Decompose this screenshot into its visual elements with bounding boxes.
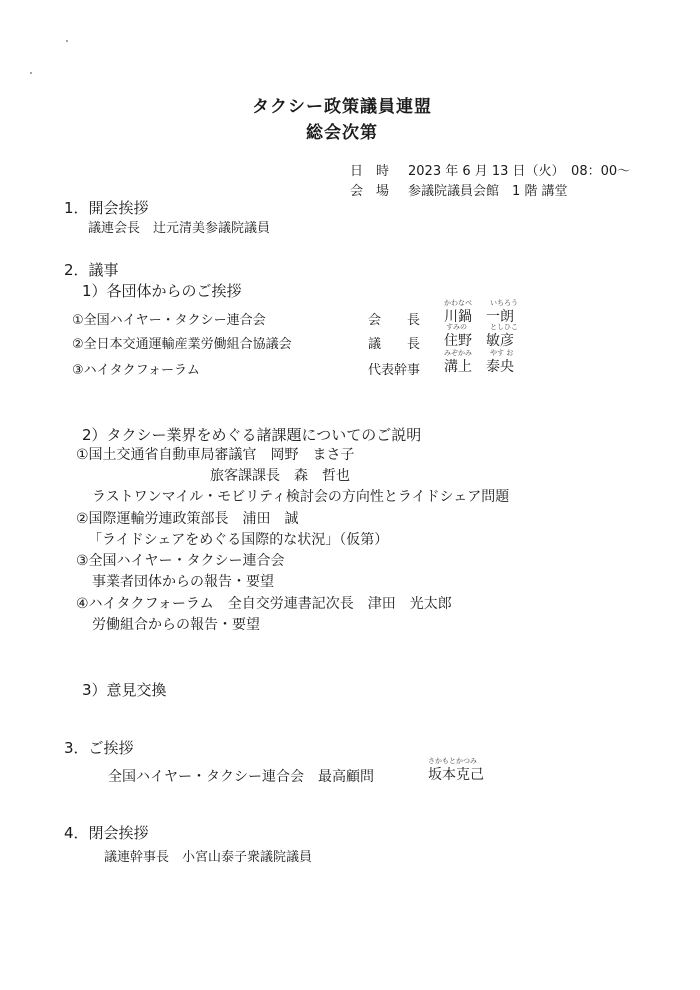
greeting-org-2: ②全日本交通運輸産業労働組合協議会 (72, 337, 292, 352)
greeting-org-1: ①全国ハイヤー・タクシー連合会 (72, 313, 266, 328)
greeting-ruby-2b: としひこ (490, 323, 518, 331)
section-2-sub3: 3）意見交換 (82, 681, 167, 699)
date-label: 日 時 (350, 164, 390, 179)
greeting-name-1: 川鍋 一朗 (444, 309, 514, 325)
section-3-ruby: さかもとかつみ (428, 757, 477, 765)
section-2-sub2: 2）タクシー業界をめぐる諸課題についてのご説明 (82, 426, 422, 444)
section-3-line: 全国ハイヤー・タクシー連合会 最高顧問 (108, 769, 374, 785)
greeting-name-3: 溝上 泰央 (444, 359, 514, 375)
section-1-heading: 1．開会挨拶 (64, 199, 149, 217)
item-line: 「ライドシェアをめぐる国際的な状況」（仮第） (88, 532, 389, 548)
greeting-ruby-3a: みぞかみ (444, 349, 472, 357)
item-line: ③全国ハイヤー・タクシー連合会 (76, 553, 285, 569)
section-2-heading: 2．議事 (64, 261, 119, 279)
section-3-heading: 3．ご挨拶 (64, 739, 134, 757)
greeting-role-3: 代表幹事 (368, 363, 421, 378)
date-value: 2023 年 6 月 13 日（火） 08：00～ (408, 164, 631, 179)
greeting-ruby-1b: いちろう (490, 299, 518, 307)
item-line: 旅客課課長 森 哲也 (210, 468, 350, 484)
section-2-sub1: 1）各団体からのご挨拶 (82, 282, 242, 300)
greeting-ruby-3b: やす お (490, 349, 514, 357)
greeting-ruby-1a: かわなべ (444, 299, 472, 307)
greeting-role-2: 議 長 (368, 337, 421, 352)
greeting-role-1: 会 長 (368, 313, 421, 328)
section-3-name: 坂本克己 (428, 767, 484, 783)
document-title: タクシー政策議員連盟 (252, 97, 432, 117)
greeting-ruby-2a: すみの (446, 323, 467, 331)
venue-label: 会 場 (350, 184, 390, 199)
venue-value: 参議院議員会館 1 階 講堂 (408, 184, 568, 199)
item-line: ①国土交通省自動車局審議官 岡野 まさ子 (76, 447, 355, 463)
item-line: 事業者団体からの報告・要望 (92, 574, 274, 590)
item-line: ④ハイタクフォーラム 全自交労連書記次長 津田 光太郎 (76, 596, 452, 612)
scan-speck (30, 72, 32, 74)
greeting-name-2: 住野 敏彦 (444, 333, 514, 349)
item-line: 労働組合からの報告・要望 (92, 617, 260, 633)
document-subtitle: 総会次第 (306, 123, 378, 143)
section-4-heading: 4．閉会挨拶 (64, 824, 149, 842)
item-line: ラストワンマイル・モビリティ検討会の方向性とライドシェア問題 (92, 489, 510, 505)
section-1-line: 議連会長 辻元清美参議院議員 (88, 221, 271, 236)
greeting-org-3: ③ハイタクフォーラム (72, 363, 200, 378)
scan-speck (66, 40, 68, 42)
item-line: ②国際運輸労連政策部長 浦田 誠 (76, 511, 299, 527)
section-4-line: 議連幹事長 小宮山泰子衆議院議員 (104, 850, 313, 865)
